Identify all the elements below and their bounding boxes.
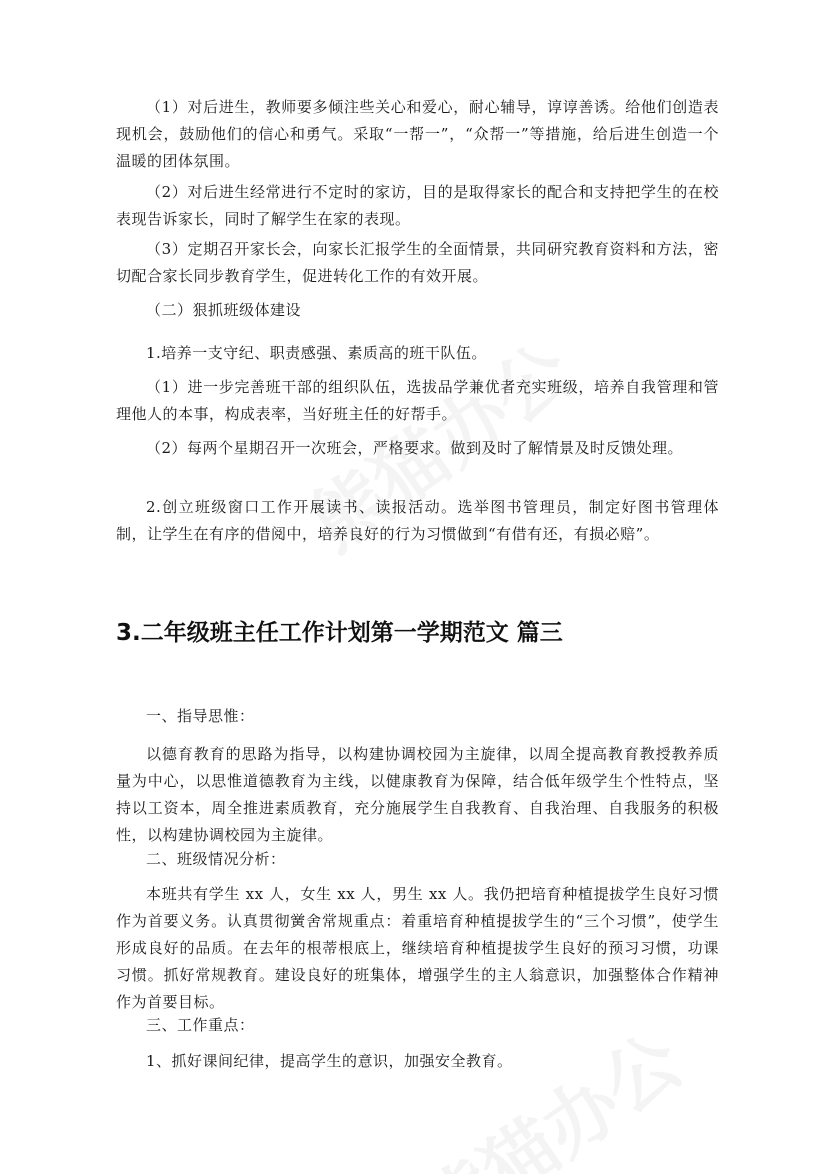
section-heading-focus: 三、工作重点： bbox=[146, 1016, 255, 1034]
paragraph-5: （1）进一步完善班干部的组织队伍，选拔品学兼优者充实班级，培养自我管理和管理他人的本事，构成表率，当好班主任的好帮手。 bbox=[116, 378, 719, 423]
paragraph-2: （2）对后进生经常进行不定时的家访，目的是取得家长的配合和支持把学生的在校表现告诉家长，同时了解学生在家的表现。 bbox=[116, 183, 719, 228]
section-paragraph-analysis: 本班共有学生 xx 人，女生 xx 人，男生 xx 人。我仍把培育种植提拔学生良好习惯作为首要义务。认真贯彻黉舍常规重点：着重培育种植提拔学生的“三个习惯”，使学生形成良好的品质。在去年的根蒂根底上，继续培育种植提拔学生良好的预习习惯，功课习惯。抓好常规教育。建设良好的班集体，增强学生的主人翁意识，加强整体合作精神作为首要目标。 bbox=[116, 885, 719, 1011]
section-title: 3.二年级班主任工作计划第一学期范文 篇三 bbox=[116, 620, 563, 646]
paragraph-1: （1）对后进生，教师要多倾注些关心和爱心，耐心辅导，谆谆善诱。给他们创造表现机会，鼓励他们的信心和勇气。采取“一帮一”，“众帮一”等措施，给后进生创造一个温暖的团体氛围。 bbox=[116, 98, 719, 170]
paragraph-3: （3）定期召开家长会，向家长汇报学生的全面情景，共同研究教育资料和方法，密切配合家长同步教育学生，促进转化工作的有效开展。 bbox=[116, 240, 719, 285]
paragraph-7: 2.创立班级窗口工作开展读书、读报活动。选举图书管理员，制定好图书管理体制，让学生在有序的借阅中，培养良好的行为习惯做到“有借有还，有损必赔”。 bbox=[116, 498, 719, 543]
section-heading-analysis: 二、班级情况分析： bbox=[146, 850, 286, 868]
section-paragraph-focus: 1、抓好课间纪律，提高学生的意识，加强安全教育。 bbox=[146, 1052, 513, 1070]
section-heading-guidance: 一、指导思惟： bbox=[146, 707, 255, 725]
subheading-class-building: （二）狠抓班级体建设 bbox=[146, 301, 302, 319]
section-paragraph-guidance: 以德育教育的思路为指导，以构建协调校园为主旋律，以周全提高教育教授教养质量为中心，以思惟道德教育为主线，以健康教育为保障，结合低年级学生个性特点，坚持以工资本，周全推进素质教育，充分施展学生自我教育、自我治理、自我服务的积极性，以构建协调校园为主旋律。 bbox=[116, 745, 719, 844]
paragraph-6: （2）每两个星期召开一次班会，严格要求。做到及时了解情景及时反馈处理。 bbox=[146, 439, 684, 457]
paragraph-4: 1.培养一支守纪、职责感强、素质高的班干队伍。 bbox=[146, 344, 487, 362]
